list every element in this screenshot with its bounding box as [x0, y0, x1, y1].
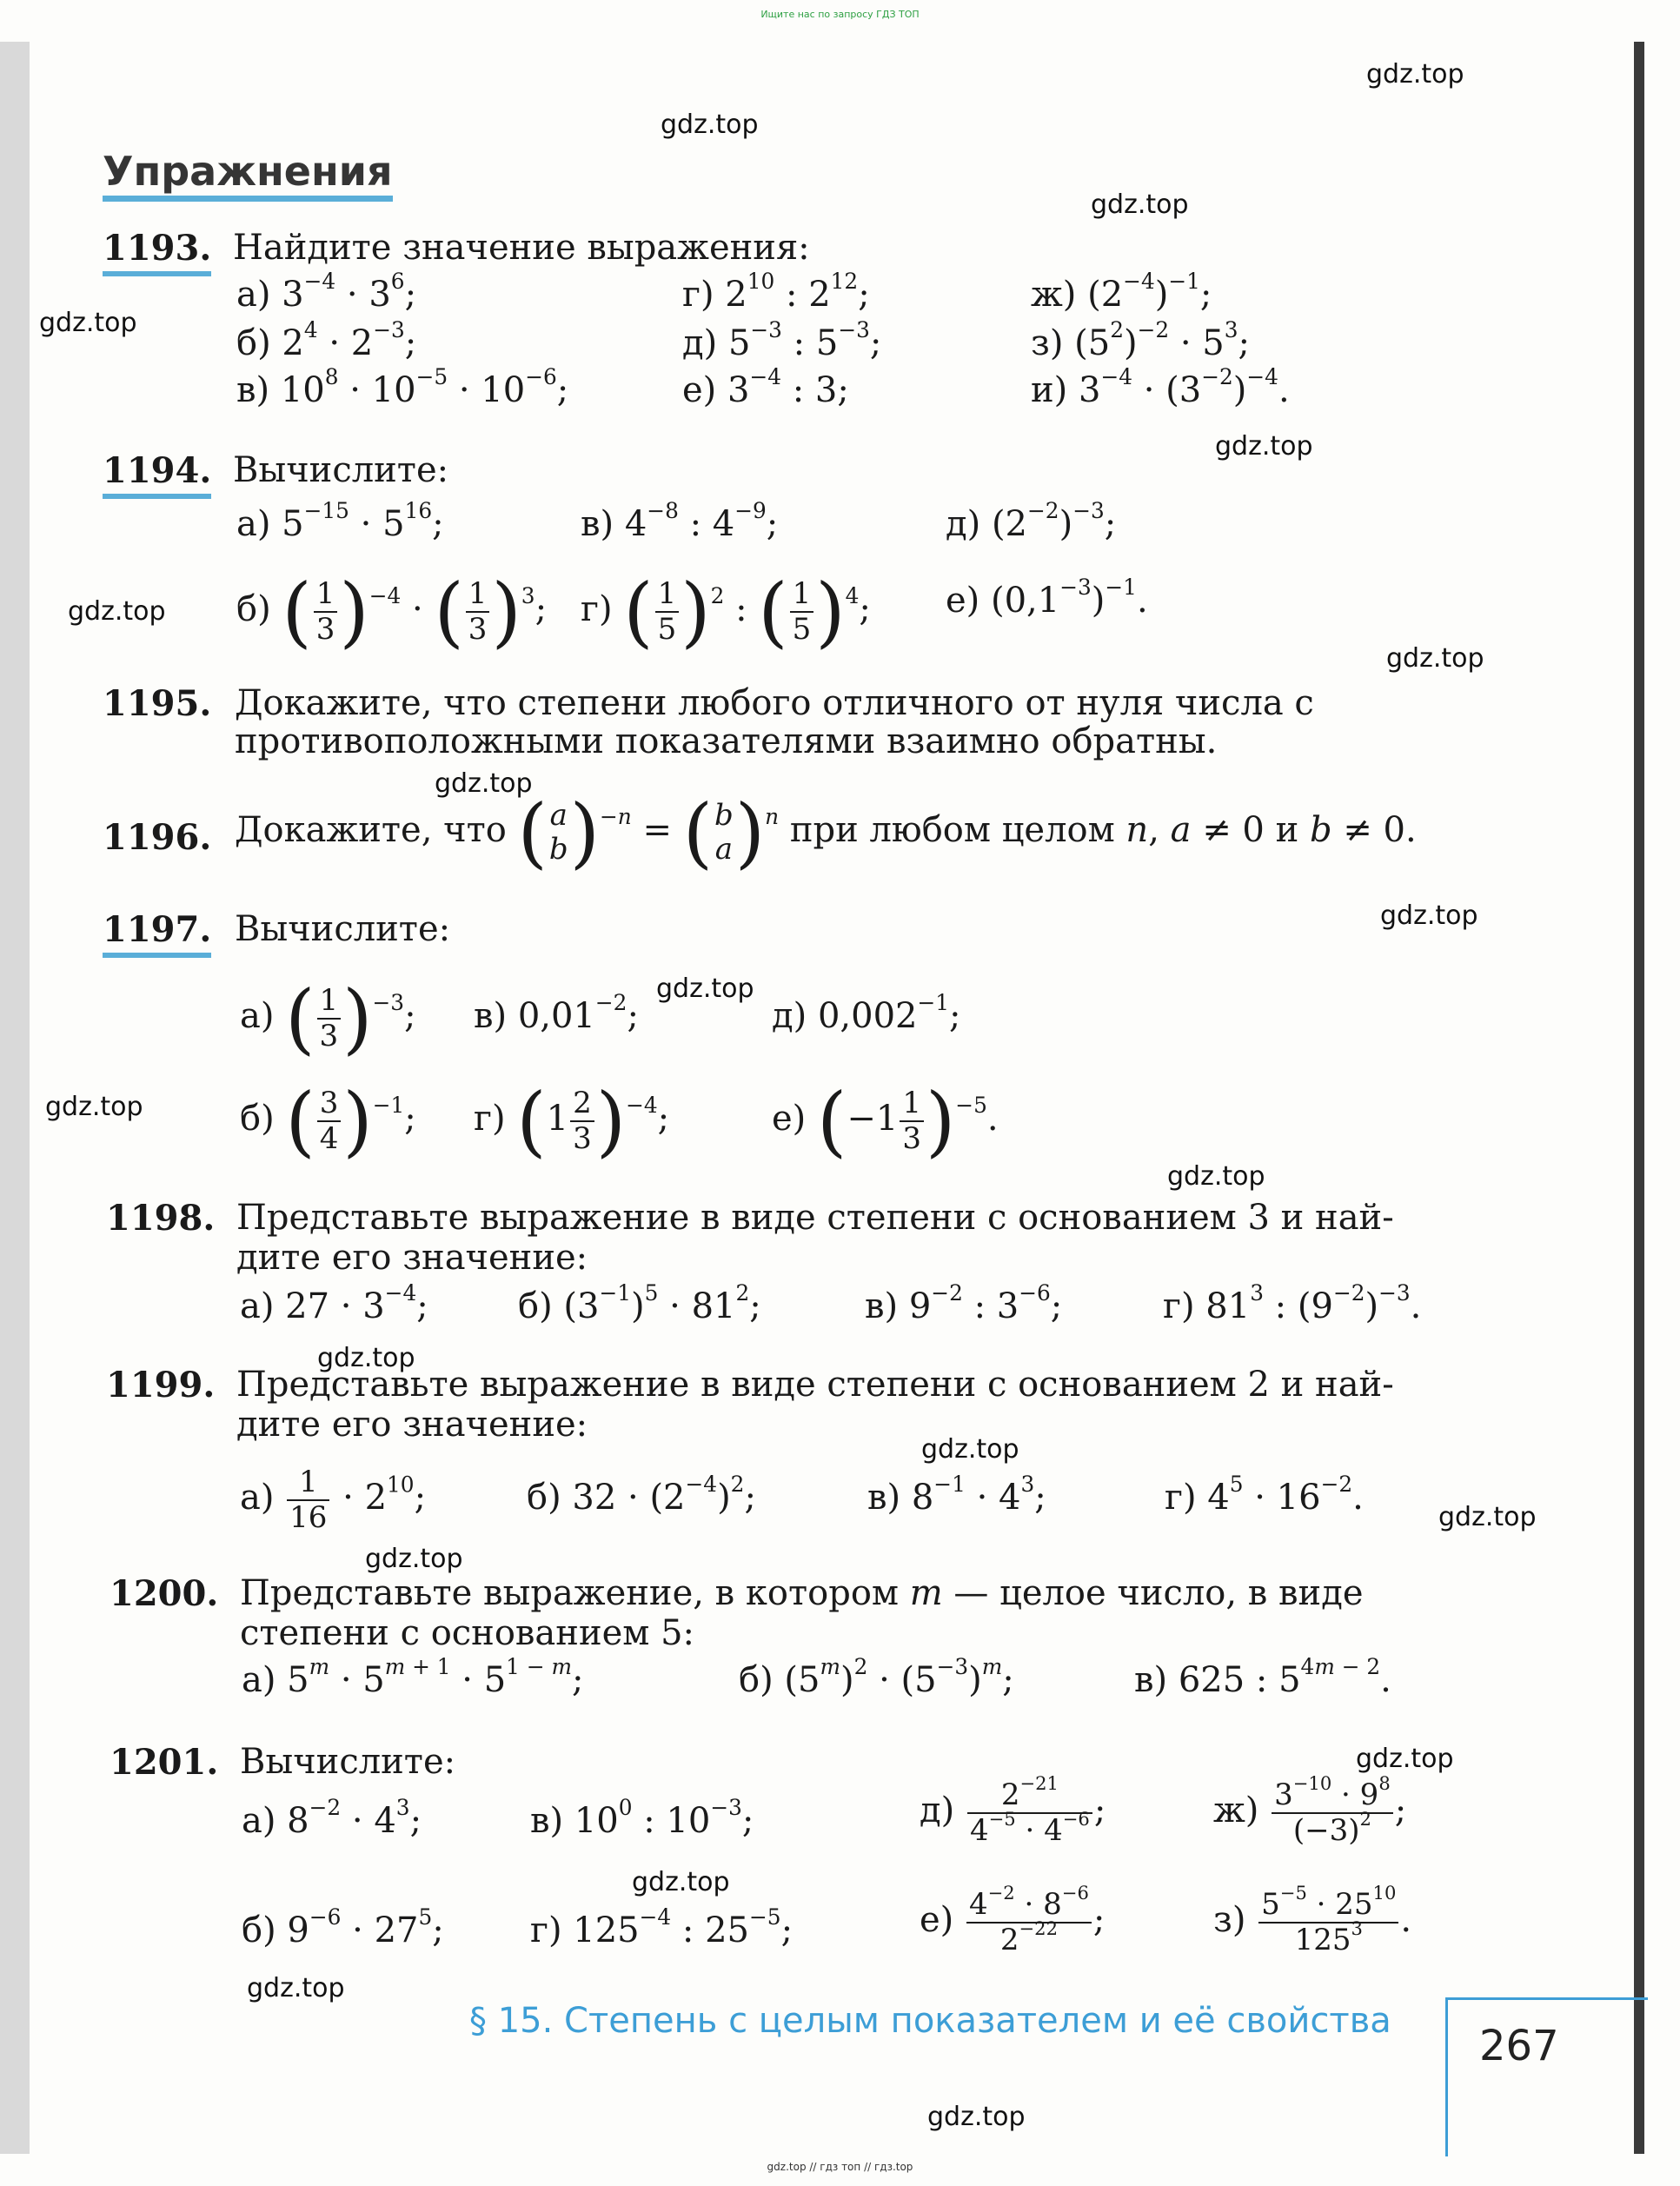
watermark: gdz.top [39, 308, 137, 338]
exercise-statement: Докажите, что ( a b )$^{-n}$ = ( b a )$^n$ при любом целом n, a ≠ 0 и b ≠ 0. [235, 787, 1417, 877]
item-v: в) $9^{-2}$ : $3^{-6}$; [865, 1280, 1063, 1326]
item-g: г) ( $\frac{1}{5}$ )$^2$ : ( $\frac{1}{5}$ )$^4$; [581, 567, 871, 656]
top-banner: Ищите нас по запросу ГДЗ ТОП [760, 9, 920, 20]
item-b: б) $2^4 \cdot 2^{-3}$; [236, 317, 417, 363]
scan-margin-left [0, 42, 30, 2154]
item-g: г) $81^3$ : $(9^{-2})^{-3}$. [1163, 1280, 1422, 1326]
item-a: а) $8^{-2} \cdot 4^3$; [242, 1795, 422, 1841]
item-b: б) $(3^{-1})^5 \cdot 81^2$; [518, 1280, 761, 1326]
watermark: gdz.top [1215, 431, 1313, 462]
item-v: в) $10^8 \cdot 10^{-5} \cdot 10^{-6}$; [236, 364, 569, 410]
item-z: з) $(5^2)^{-2} \cdot 5^3$; [1031, 317, 1251, 363]
item-d: д) $(2^{-2})^{-3}$; [946, 498, 1117, 544]
item-e: е) $\frac{4^{-2} \cdot 8^{-6}}{2^{-22}}$ ; [920, 1882, 1106, 1958]
item-b: б) ( $\frac{3}{4}$ )$^{-1}$; [240, 1076, 416, 1166]
item-v: в) $0,01^{-2}$; [474, 990, 639, 1036]
item-z: з) $\frac{5^{-5} \cdot 25^{10}}{125^3}$ . [1213, 1882, 1412, 1958]
exercise-number: 1196. [103, 817, 212, 858]
watermark: gdz.top [1356, 1744, 1454, 1774]
watermark: gdz.top [632, 1867, 730, 1897]
running-footer: § 15. Степень с целым показателем и её свойства [469, 2001, 1391, 2041]
watermark: gdz.top [661, 110, 759, 140]
item-b: б) $32 \cdot (2^{-4})^2$; [527, 1472, 756, 1518]
item-a: а) $3^{-4} \cdot 3^6$; [236, 269, 417, 315]
exercise-prompt: Вычислите: [233, 450, 449, 490]
watermark: gdz.top [435, 768, 533, 799]
item-e: е) $3^{-4}$ : 3; [682, 364, 849, 410]
watermark: gdz.top [317, 1343, 415, 1373]
item-a: а) $\frac{1}{16}$ · $2^{10}$; [240, 1465, 427, 1536]
item-v: в) $8^{-1} \cdot 4^3$; [867, 1472, 1046, 1518]
item-v: в) $4^{-8}$ : $4^{-9}$; [581, 498, 779, 544]
item-d: д) $5^{-3}$ : $5^{-3}$; [682, 317, 882, 363]
watermark: gdz.top [1366, 59, 1464, 90]
watermark: gdz.top [1091, 189, 1189, 220]
item-g: г) $125^{-4}$ : $25^{-5}$; [530, 1904, 794, 1950]
item-d: д) $0,002^{-1}$; [772, 990, 961, 1036]
item-e: е) (−1 $\frac{1}{3}$ )$^{-5}$. [772, 1076, 999, 1166]
exercise-text-line: Представьте выражение в виде степени с основанием 2 и най- [236, 1365, 1394, 1405]
exercise-number: 1195. [103, 683, 212, 724]
watermark: gdz.top [927, 2102, 1026, 2132]
page-number: 267 [1479, 2022, 1559, 2070]
exercise-number: 1199. [106, 1365, 216, 1405]
exercise-prompt: Вычислите: [235, 909, 451, 949]
item-g: г) $4^5 \cdot 16^{-2}$. [1165, 1472, 1364, 1518]
item-a: а) $5^{-15} \cdot 5^{16}$; [236, 498, 444, 544]
exercise-text-line: дите его значение: [236, 1405, 588, 1445]
watermark: gdz.top [68, 596, 166, 627]
exercise-text-line: степени с основанием 5: [240, 1613, 695, 1653]
exercise-number: 1198. [106, 1198, 216, 1239]
item-a: а) ( $\frac{1}{3}$ )$^{-3}$; [240, 973, 416, 1063]
item-i: и) $3^{-4} \cdot (3^{-2})^{-4}$. [1031, 364, 1290, 410]
item-v: в) $10^0$ : $10^{-3}$; [530, 1795, 754, 1841]
section-heading: Упражнения [103, 149, 393, 202]
watermark: gdz.top [921, 1434, 1019, 1465]
watermark: gdz.top [1380, 900, 1478, 931]
item-d: д) $\frac{2^{-21}}{4^{-5} \cdot 4^{-6}}$ ; [920, 1772, 1106, 1849]
exercise-prompt: Вычислите: [240, 1742, 456, 1782]
watermark: gdz.top [365, 1544, 463, 1574]
watermark: gdz.top [247, 1973, 345, 2003]
watermark: gdz.top [1167, 1161, 1265, 1192]
item-g: г) $2^{10}$ : $2^{12}$; [682, 269, 870, 315]
watermark: gdz.top [1438, 1502, 1537, 1532]
item-e: е) $(0,1^{-3})^{-1}$. [946, 575, 1148, 621]
scan-margin-right [1634, 42, 1644, 2154]
item-a: а) $27 \cdot 3^{-4}$; [240, 1280, 428, 1326]
exercise-text-line: Представьте выражение в виде степени с основанием 3 и най- [236, 1198, 1394, 1238]
item-zh: ж) $\frac{3^{-10} \cdot 9^8}{(-3)^2}$ ; [1213, 1772, 1407, 1849]
exercise-number: 1194. [103, 450, 211, 499]
exercise-text-line: дите его значение: [236, 1238, 588, 1278]
exercise-number: 1197. [103, 909, 211, 958]
item-v: в) 625 : $5^{4m - 2}$. [1134, 1654, 1391, 1700]
item-g: г) (1 $\frac{2}{3}$ )$^{-4}$; [474, 1076, 670, 1166]
exercise-number: 1193. [103, 228, 211, 276]
exercise-number: 1201. [110, 1742, 219, 1783]
watermark: gdz.top [45, 1092, 143, 1122]
exercise-prompt: Найдите значение выражения: [233, 228, 810, 268]
exercise-text-line: противоположными показателями взаимно обратны. [235, 721, 1218, 761]
watermark: gdz.top [656, 973, 754, 1004]
item-b: б) ( $\frac{1}{3}$ )$^{-4}$ · ( $\frac{1}{3}$ )$^3$; [236, 567, 548, 656]
exercise-text-line: Докажите, что степени любого отличного от нуля числа с [235, 683, 1314, 723]
bottom-banner: gdz.top // гдз топ // гдз.top [767, 2161, 913, 2173]
item-b: б) $9^{-6} \cdot 27^5$; [242, 1904, 444, 1950]
item-zh: ж) $(2^{-4})^{-1}$; [1031, 269, 1212, 315]
item-a: а) $5^m \cdot 5^{m + 1} \cdot 5^{1 - m}$; [242, 1654, 584, 1700]
watermark: gdz.top [1386, 643, 1484, 674]
exercise-text-line: Представьте выражение, в котором m — целое число, в виде [240, 1573, 1364, 1613]
item-b: б) $(5^m)^2 \cdot (5^{-3})^m$; [739, 1654, 1014, 1700]
exercise-number: 1200. [110, 1573, 219, 1614]
